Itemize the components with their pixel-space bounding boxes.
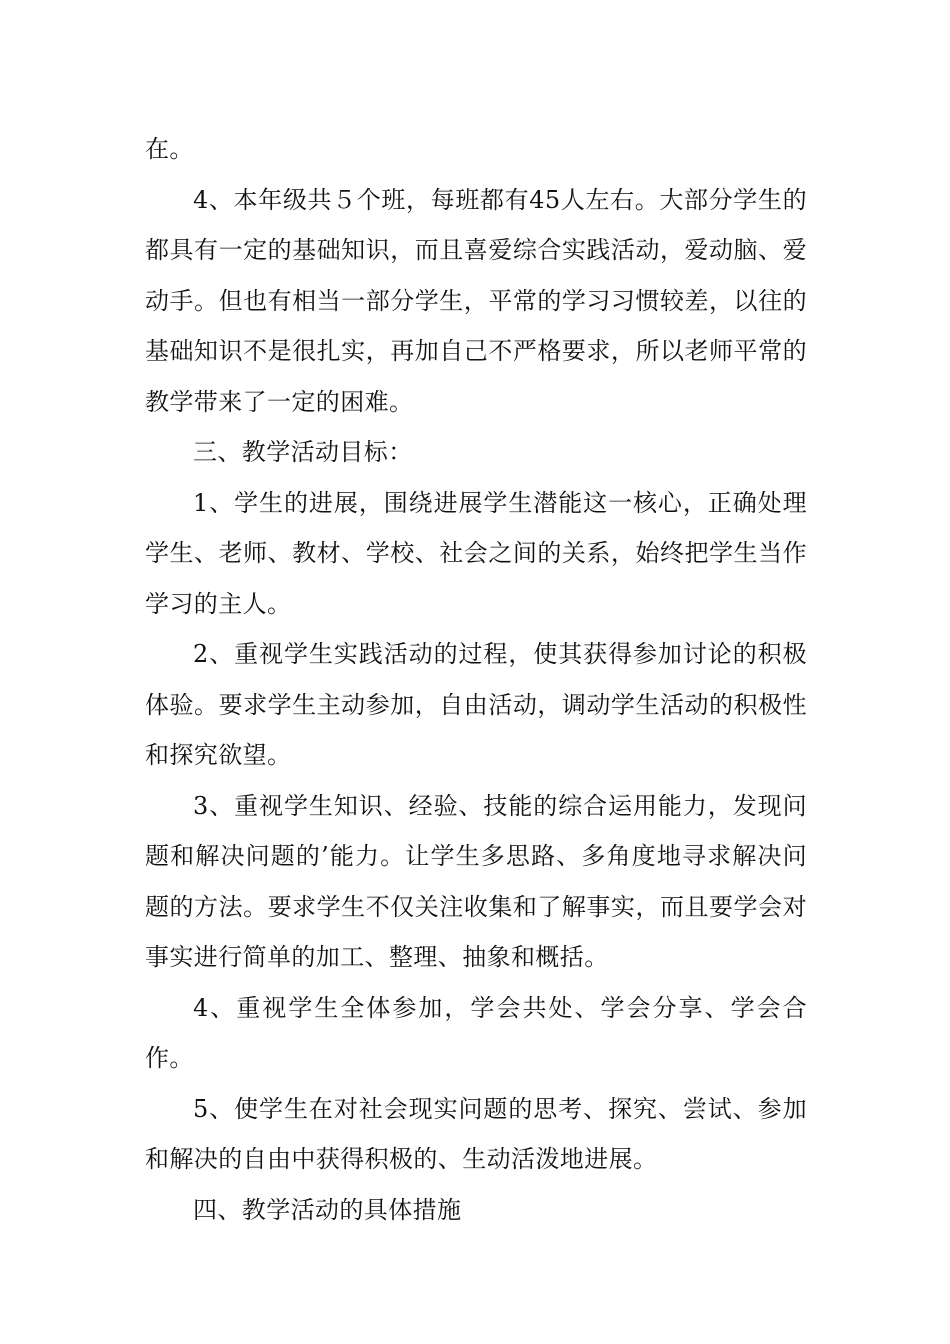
- goal-item-1: 1、学生的进展，围绕进展学生潜能这一核心，正确处理学生、老师、教材、学校、社会之间的关系，始终把学生当作学习的主人。: [145, 488, 807, 618]
- goal-item-5: 5、使学生在对社会现实问题的思考、探究、尝试、参加和解决的自由中获得积极的、生动活泼地进展。: [145, 1094, 807, 1173]
- document-body: [145, 124, 807, 1235]
- paragraph-class-overview: 4、本年级共５个班，每班都有45人左右。大部分学生的都具有一定的基础知识，而且喜爱综合实践活动，爱动脑、爱动手。但也有相当一部分学生，平常的学习习惯较差，以往的基础知识不是很扎实，再加自己不严格要求，所以老师平常的教学带来了一定的困难。: [145, 185, 807, 416]
- goal-item-3: 3、重视学生知识、经验、技能的综合运用能力，发现问题和解决问题的’能力。让学生多思路、多角度地寻求解决问题的方法。要求学生不仅关注收集和了解事实，而且要学会对事实进行简单的加工、整理、抽象和概括。: [145, 791, 807, 971]
- section-heading-measures: 四、教学活动的具体措施: [193, 1195, 462, 1224]
- goal-item-2: 2、重视学生实践活动的过程，使其获得参加讨论的积极体验。要求学生主动参加，自由活动，调动学生活动的积极性和探究欲望。: [145, 640, 807, 769]
- paragraph-continuation: 在。: [145, 135, 194, 163]
- section-heading-goals: 三、教学活动目标：: [193, 438, 413, 466]
- goal-item-4: 4、重视学生全体参加，学会共处、学会分享、学会合作。: [145, 993, 807, 1072]
